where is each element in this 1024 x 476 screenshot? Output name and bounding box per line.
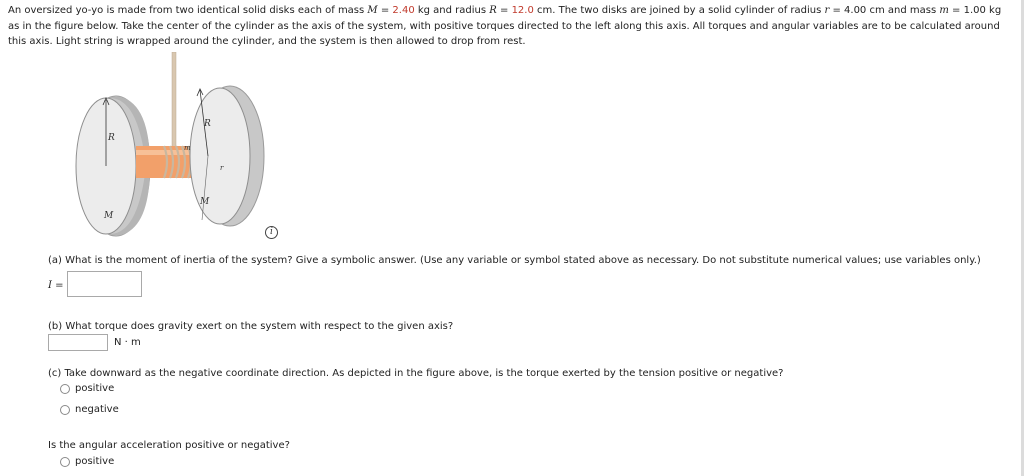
label-left-M: M [104, 211, 114, 221]
problem-statement [8, 3, 1014, 50]
symbol-R: R [489, 5, 497, 16]
part-c-question: (c) Take downward as the negative coordinate direction. As depicted in the figure above, is the torque exerted by the tension positive or negative? [48, 368, 784, 379]
intro-text-1: An oversized yo-yo is made from two identical solid disks each of mass [8, 5, 368, 16]
label-cylinder-r: r [220, 164, 224, 172]
radio-button[interactable] [60, 457, 70, 467]
yoyo-illustration [60, 52, 290, 242]
label-right-M: M [200, 197, 210, 207]
part-a-label [48, 280, 64, 291]
intro-text-6: = 4.00 cm and mass [829, 5, 940, 16]
intro-text-3: kg and radius [414, 5, 490, 16]
torque-gravity-field[interactable] [48, 334, 108, 351]
radio-option-positive[interactable] [60, 383, 114, 394]
option-label: negative [75, 404, 119, 415]
symbol-M: M [367, 5, 378, 16]
intro-text-4: = [496, 5, 512, 16]
radio-option-positive-2[interactable] [60, 456, 114, 467]
equals-sign: = [51, 280, 64, 291]
option-label: positive [75, 383, 115, 394]
label-right-R: R [204, 119, 211, 129]
mass-value: 2.40 [392, 5, 415, 16]
yoyo-figure [60, 52, 290, 242]
radio-option-negative[interactable] [60, 404, 119, 415]
label-cylinder-m: m [184, 144, 191, 152]
part-d-question: Is the angular acceleration positive or negative? [48, 440, 290, 451]
radio-button[interactable] [60, 384, 70, 394]
symbol-m: m [939, 5, 949, 16]
option-label: positive [75, 456, 115, 467]
inertia-answer-field[interactable] [67, 271, 142, 297]
inertia-symbol: I [48, 280, 52, 291]
symbol-r: r [824, 5, 830, 16]
radio-button[interactable] [60, 405, 70, 415]
intro-text-2: = [377, 5, 393, 16]
part-b-question: (b) What torque does gravity exert on the system with respect to the given axis? [48, 321, 454, 332]
part-a-question: (a) What is the moment of inertia of the system? Give a symbolic answer. (Use any variable or symbol stated above as necessary. Do not substitute numerical values; use variables only.) [48, 255, 981, 266]
radius-value: 12.0 [511, 5, 534, 16]
torque-unit: N · m [114, 337, 141, 348]
intro-text-5: cm. The two disks are joined by a solid cylinder of radius [533, 5, 825, 16]
label-left-R: R [108, 133, 115, 143]
intro-text-7: = 1.00 kg as in the figure below. Take the center of the cylinder as the axis of the system, with positive torques directed to the left along this axis. All torques and angular variables are to be calculated around this axis. Light string is wrapped around the cylinder, and the system is then allowed to drop from rest. [8, 5, 1002, 47]
info-icon[interactable]: i [265, 226, 278, 239]
